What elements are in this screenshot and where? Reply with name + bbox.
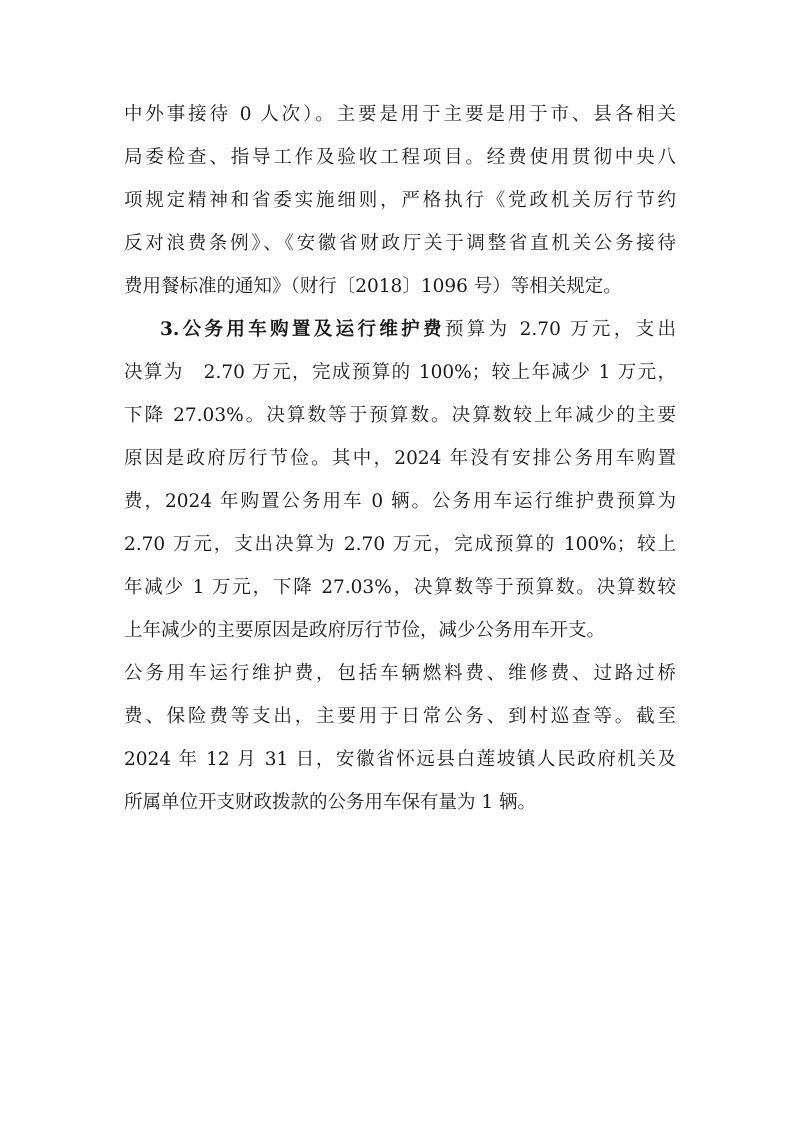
section-heading: 3.公务用车购置及运行维护费 xyxy=(160,319,445,340)
paragraph-2-line-3: 下降 27.03%。决算数等于预算数。决算数较上年减少的主要 xyxy=(124,405,676,426)
paragraph-2-line-5: 费，2024 年购置公务用车 0 辆。公务用车运行维护费预算为 xyxy=(124,491,676,512)
paragraph-2-line-4: 原因是政府厉行节俭。其中，2024 年没有安排公务用车购置 xyxy=(124,448,676,469)
paragraph-2-line-11: 2024 年 12 月 31 日，安徽省怀远县白莲坡镇人民政府机关及 xyxy=(124,749,676,770)
paragraph-2-line-6: 2.70 万元，支出决算为 2.70 万元，完成预算的 100%；较上 xyxy=(124,534,676,555)
paragraph-2-line-1-text: 预算为 2.70 万元，支出 xyxy=(444,319,676,340)
paragraph-2-line-8: 上年减少的主要原因是政府厉行节俭，减少公务用车开支。 xyxy=(124,620,606,641)
paragraph-2-line-2: 决算为 2.70 万元，完成预算的 100%；较上年减少 1 万元， xyxy=(124,362,676,383)
paragraph-1-line-3: 项规定精神和省委实施细则，严格执行《党政机关厉行节约 xyxy=(124,190,676,211)
paragraph-1-line-1: 中外事接待 0 人次）。主要是用于主要是用于市、县各相关 xyxy=(124,104,676,125)
paragraph-1-line-4: 反对浪费条例》、《安徽省财政厅关于调整省直机关公务接待 xyxy=(124,233,676,254)
paragraph-2-line-7: 年减少 1 万元，下降 27.03%，决算数等于预算数。决算数较 xyxy=(124,577,676,598)
paragraph-2-line-12: 所属单位开支财政拨款的公务用车保有量为 1 辆。 xyxy=(124,792,537,813)
paragraph-1-line-5: 费用餐标准的通知》（财行〔2018〕1096 号）等相关规定。 xyxy=(124,276,622,297)
paragraph-2-line-9: 公务用车运行维护费，包括车辆燃料费、维修费、过路过桥 xyxy=(124,663,676,684)
paragraph-2-line-1 xyxy=(160,312,676,348)
paragraph-1-line-2: 局委检查、指导工作及验收工程项目。经费使用贯彻中央八 xyxy=(124,147,676,168)
paragraph-2-line-10: 费、保险费等支出，主要用于日常公务、到村巡查等。截至 xyxy=(124,706,676,727)
